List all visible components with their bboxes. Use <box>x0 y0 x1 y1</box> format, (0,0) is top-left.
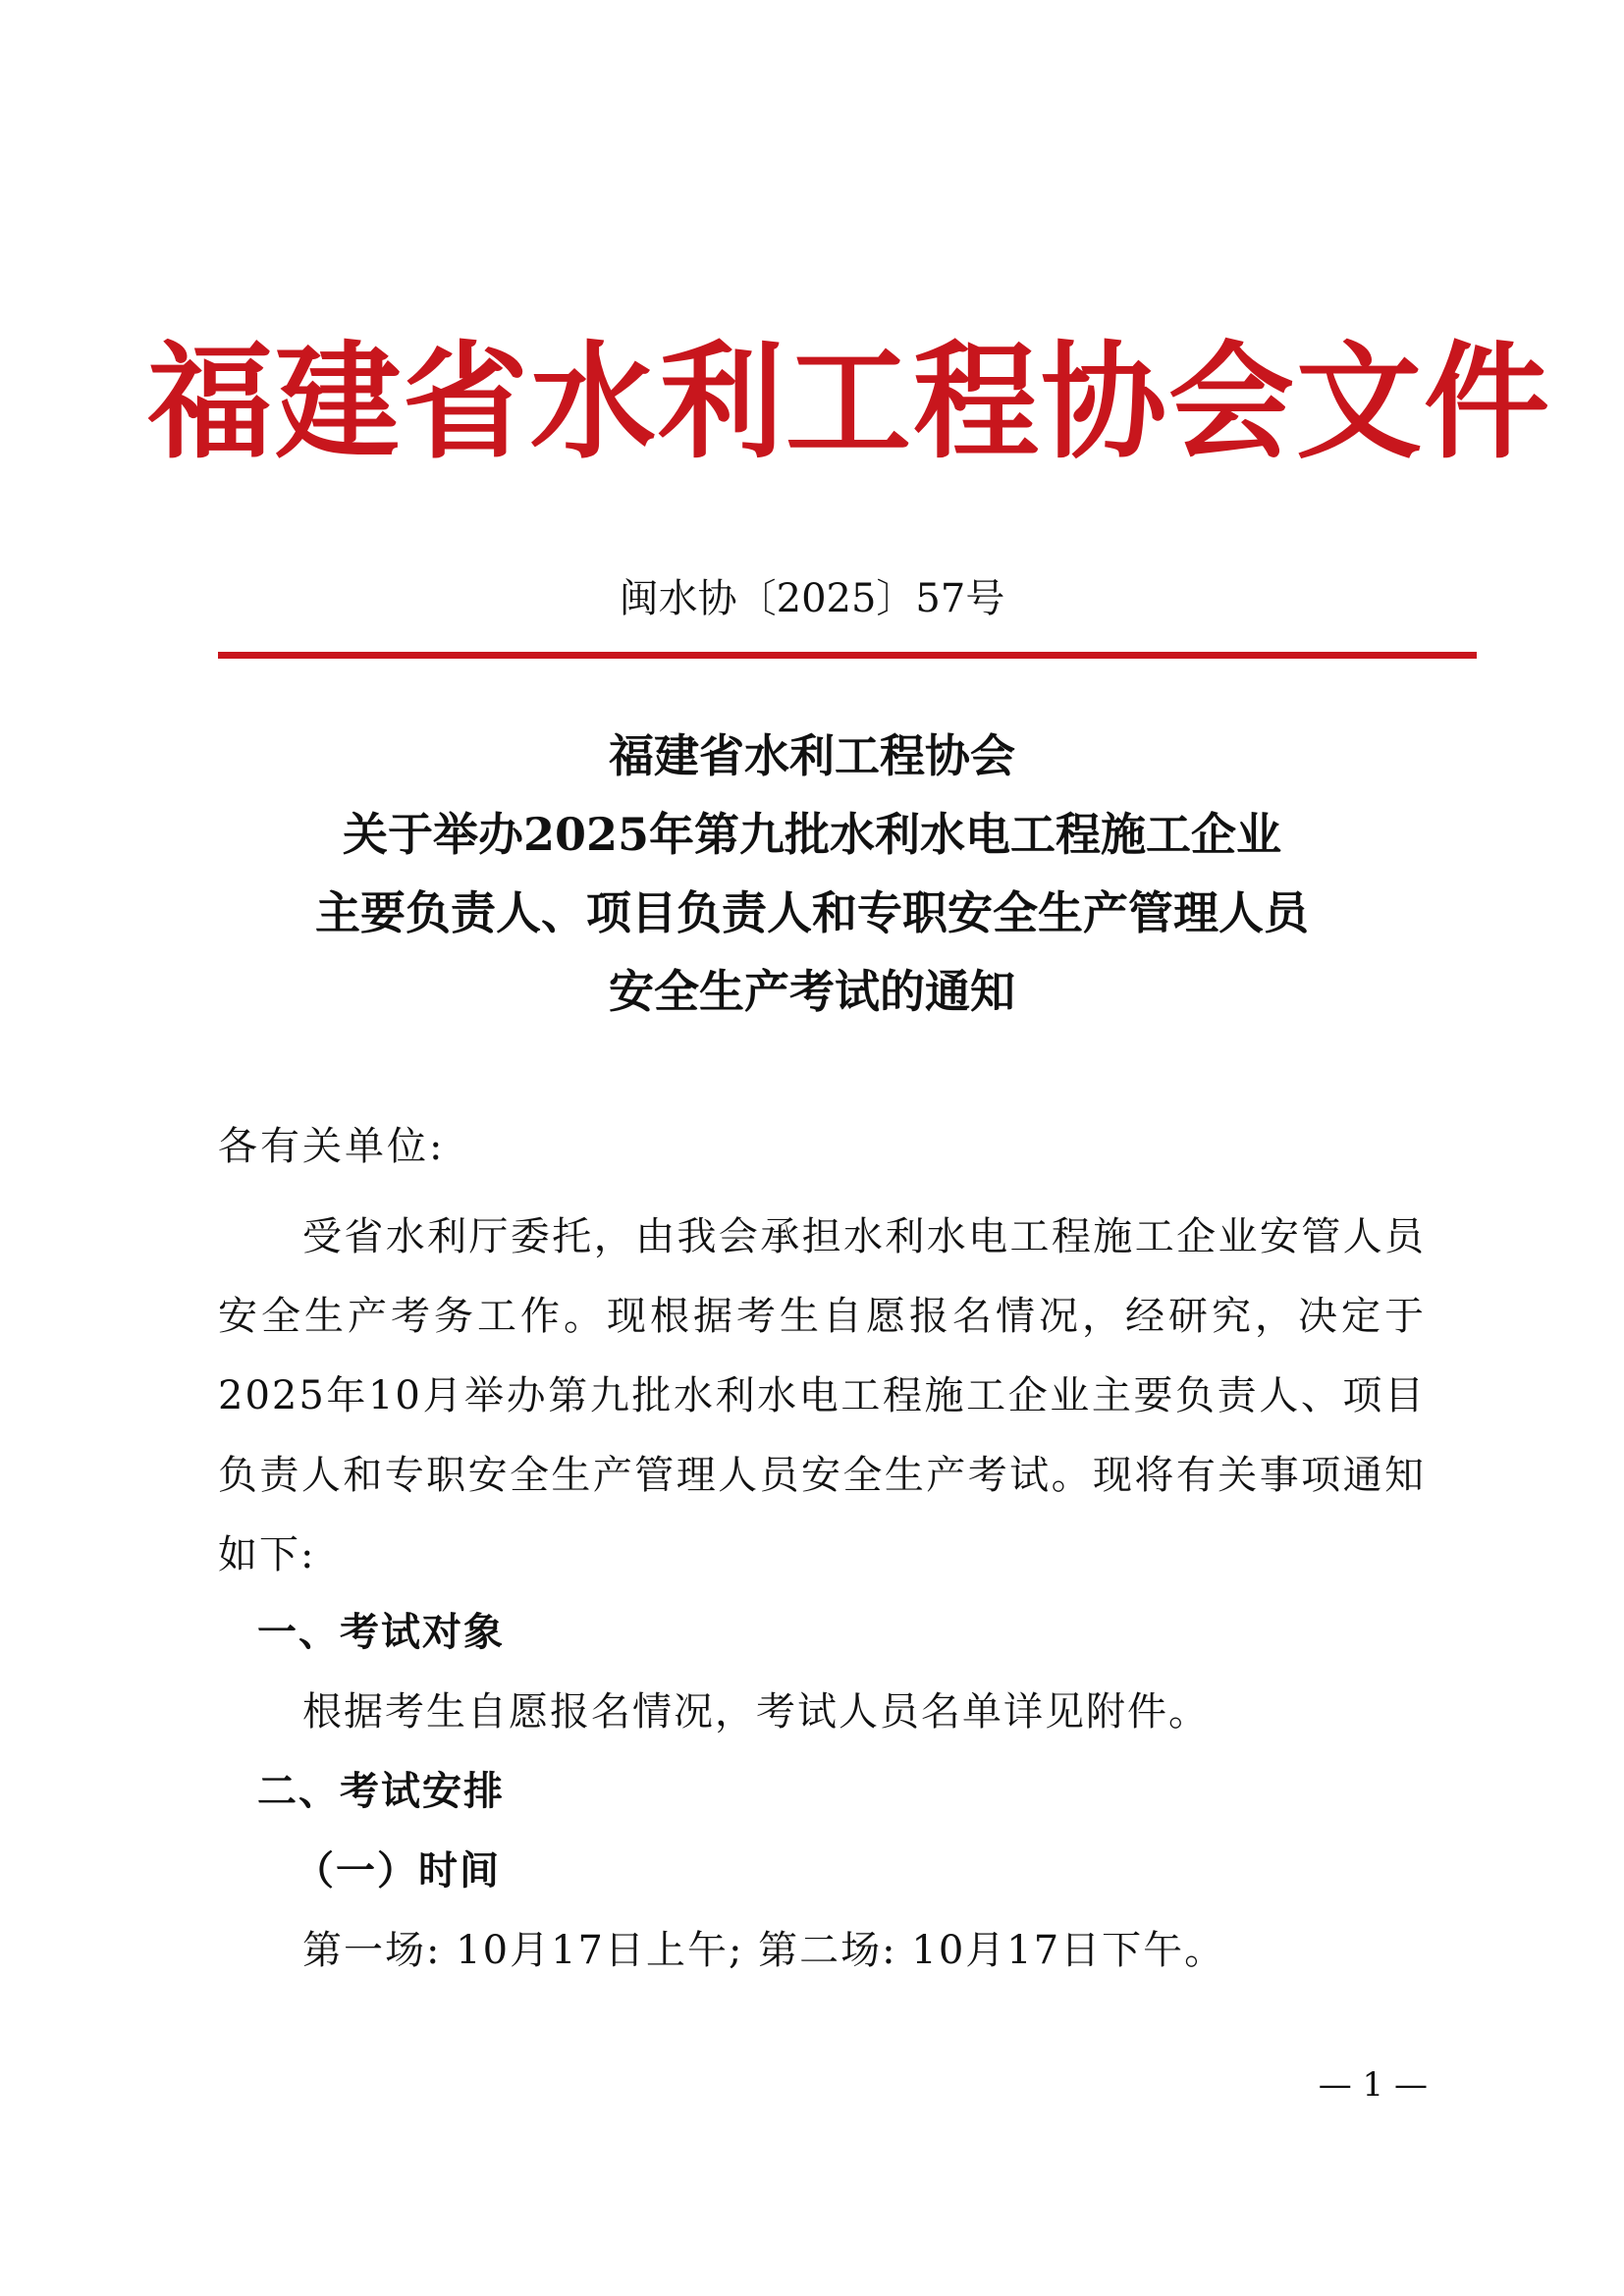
salutation: 各有关单位: <box>218 1124 446 1169</box>
section-1-heading: 一、考试对象 <box>257 1610 505 1655</box>
section-2-sub-1-text: 第一场: 10月17日上午; 第二场: 10月17日下午。 <box>302 1928 1226 1973</box>
notice-title-line-3: 主要负责人、项目负责人和专职安全生产管理人员 <box>315 886 1309 939</box>
notice-title-line-4: 安全生产考试的通知 <box>609 965 1015 1018</box>
red-divider-line <box>218 652 1477 659</box>
intro-paragraph: 受省水利厅委托，由我会承担水利水电工程施工企业安管人员安全生产考务工作。现根据考生自愿报名情况，经研究，决定于2025年10月举办第九批水利水电工程施工企业主要负责人、项目负责人和专职安全生产管理人员安全生产考试。现将有关事项通知如下: <box>218 1214 1426 1577</box>
notice-title <box>147 717 1477 1031</box>
notice-title-line-2: 关于举办2025年第九批水利水电工程施工企业 <box>342 808 1282 861</box>
section-2-heading: 二、考试安排 <box>257 1769 505 1814</box>
section-1-text: 根据考生自愿报名情况，考试人员名单详见附件。 <box>302 1689 1210 1735</box>
page-number: — 1 — <box>1318 2065 1428 2105</box>
notice-title-line-1: 福建省水利工程协会 <box>609 729 1015 782</box>
org-document-header: 福建省水利工程协会文件 <box>147 330 1552 476</box>
section-2-sub-1-heading: （一）时间 <box>295 1848 501 1894</box>
document-number: 闽水协〔2025〕57号 <box>619 576 1005 621</box>
